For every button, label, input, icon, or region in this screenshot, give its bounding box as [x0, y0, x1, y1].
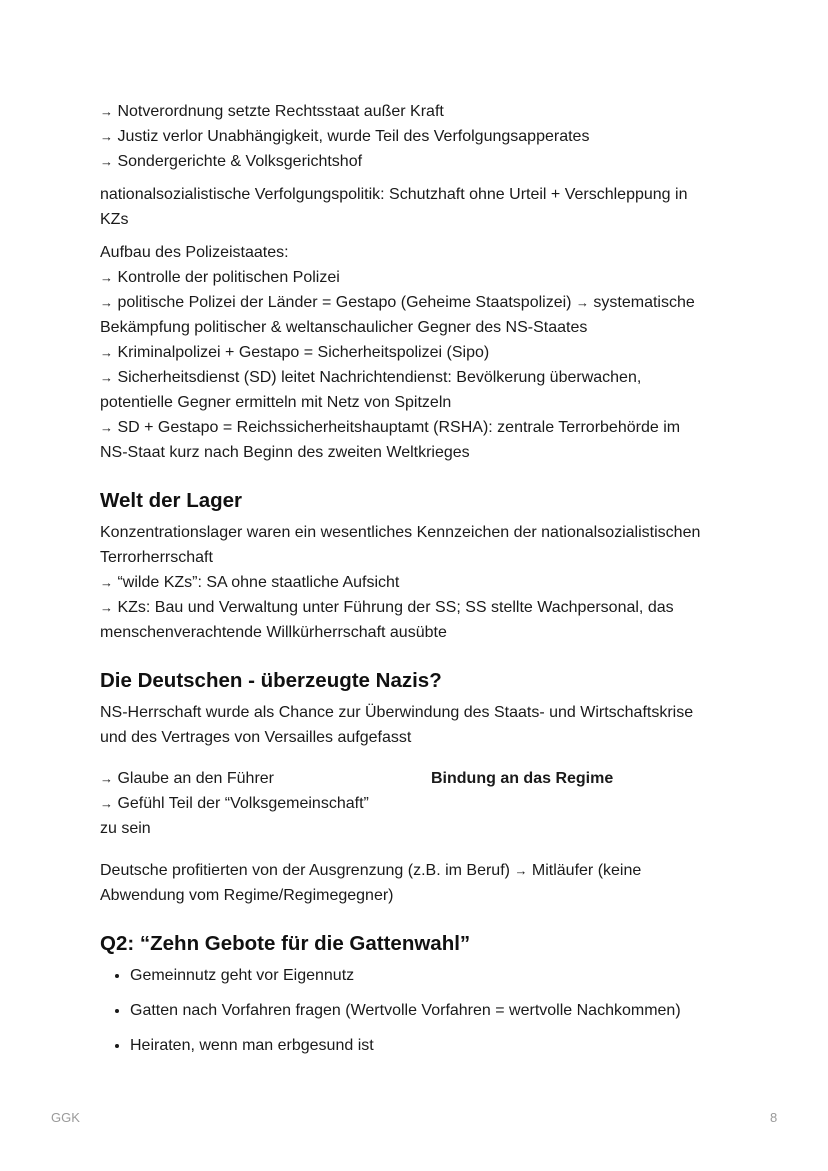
section-heading-deutsche: Die Deutschen - überzeugte Nazis?: [100, 669, 442, 692]
polizei-item-2-cont: systematische: [593, 294, 695, 311]
polizei-item-5-wrap: NS-Staat kurz nach Beginn des zweiten Weltkrieges: [100, 444, 470, 461]
justiz-list: [100, 99, 740, 174]
list-item: • Gemeinnutz geht vor Eigennutz: [130, 963, 740, 988]
arrow-icon: →: [100, 796, 113, 811]
page-number: 8: [770, 1110, 778, 1125]
polizeistaat-section: [100, 240, 740, 465]
lager-item-2: KZs: Bau und Verwaltung unter Führung der SS; SS stellte Wachpersonal, das: [117, 599, 674, 616]
justiz-item-3: Sondergerichte & Volksgerichtshof: [117, 153, 363, 170]
arrow-icon: →: [100, 270, 113, 285]
arrow-icon: →: [514, 863, 528, 878]
polizei-item-2-wrap: Bekämpfung politischer & weltanschaulicher Gegner des NS-Staates: [100, 319, 588, 336]
deutsche-section: [100, 700, 740, 908]
arrow-icon: →: [100, 370, 113, 385]
lager-section: [100, 520, 740, 645]
bindung-reasons: [100, 766, 400, 841]
section-heading-lager: Welt der Lager: [100, 489, 243, 512]
arrow-icon: →: [100, 345, 113, 360]
arrow-icon: →: [100, 104, 113, 119]
polizeistaat-heading: Aufbau des Polizeistaates:: [100, 244, 289, 261]
bindung-label: Bindung an das Regime: [431, 770, 614, 787]
deutsche-intro: NS-Herrschaft wurde als Chance zur Überwindung des Staats- und Wirtschaftskrise: [100, 704, 694, 721]
verfolgungspolitik-paragraph: nationalsozialistische Verfolgungspolitik: Schutzhaft ohne Urteil + Verschleppung in KZs: [100, 186, 688, 228]
arrow-icon: →: [100, 420, 113, 435]
justiz-item-2: Justiz verlor Unabhängigkeit, wurde Teil des Verfolgungsapperates: [117, 128, 590, 145]
lager-intro-wrap: Terrorherrschaft: [100, 549, 213, 566]
arrow-icon: →: [100, 295, 113, 310]
list-item: • Heiraten, wenn man erbgesund ist: [130, 1033, 740, 1058]
profit-text: Deutsche profitierten von der Ausgrenzung (z.B. im Beruf): [100, 862, 510, 879]
lager-item-2-wrap: menschenverachtende Willkürherrschaft ausübte: [100, 624, 447, 641]
arrow-icon: →: [100, 771, 113, 786]
polizei-item-1: Kontrolle der politischen Polizei: [117, 269, 340, 286]
justiz-item-1: Notverordnung setzte Rechtsstaat außer Kraft: [117, 103, 444, 120]
q2-list: [100, 963, 740, 1058]
profit-paragraph: [100, 858, 740, 908]
bindung-reason-2: Gefühl Teil der “Volksgemeinschaft”: [117, 795, 369, 812]
bindung-columns: [100, 766, 740, 841]
arrow-icon: →: [100, 129, 113, 144]
list-item: • Gatten nach Vorfahren fragen (Wertvolle Vorfahren = wertvolle Nachkommen): [130, 998, 740, 1023]
section-heading-q2: Q2: “Zehn Gebote für die Gattenwahl”: [100, 932, 471, 955]
polizei-item-4-wrap: potentielle Gegner ermitteln mit Netz von Spitzeln: [100, 394, 452, 411]
polizei-item-4: Sicherheitsdienst (SD) leitet Nachrichtendienst: Bevölkerung überwachen,: [117, 369, 642, 386]
polizei-item-2: politische Polizei der Länder = Gestapo (Geheime Staatspolizei): [117, 294, 572, 311]
bindung-reason-2-wrap: zu sein: [100, 820, 151, 837]
page-content: [100, 99, 740, 1068]
bindung-reason-1: Glaube an den Führer: [117, 770, 274, 787]
polizei-item-5: SD + Gestapo = Reichssicherheitshauptamt (RSHA): zentrale Terrorbehörde im: [117, 419, 681, 436]
lager-intro: Konzentrationslager waren ein wesentliches Kennzeichen der nationalsozialistischen: [100, 524, 701, 541]
arrow-icon: →: [575, 295, 589, 310]
deutsche-intro-wrap: und des Vertrages von Versailles aufgefasst: [100, 729, 412, 746]
arrow-icon: →: [100, 600, 113, 615]
arrow-icon: →: [100, 154, 113, 169]
profit-text-wrap: Abwendung vom Regime/Regimegegner): [100, 887, 394, 904]
footer-label: GGK: [51, 1110, 80, 1125]
polizei-item-3: Kriminalpolizei + Gestapo = Sicherheitspolizei (Sipo): [117, 344, 490, 361]
lager-item-1: “wilde KZs”: SA ohne staatliche Aufsicht: [117, 574, 400, 591]
arrow-icon: →: [100, 575, 113, 590]
mitlaeufer-text: Mitläufer (keine: [531, 862, 642, 879]
